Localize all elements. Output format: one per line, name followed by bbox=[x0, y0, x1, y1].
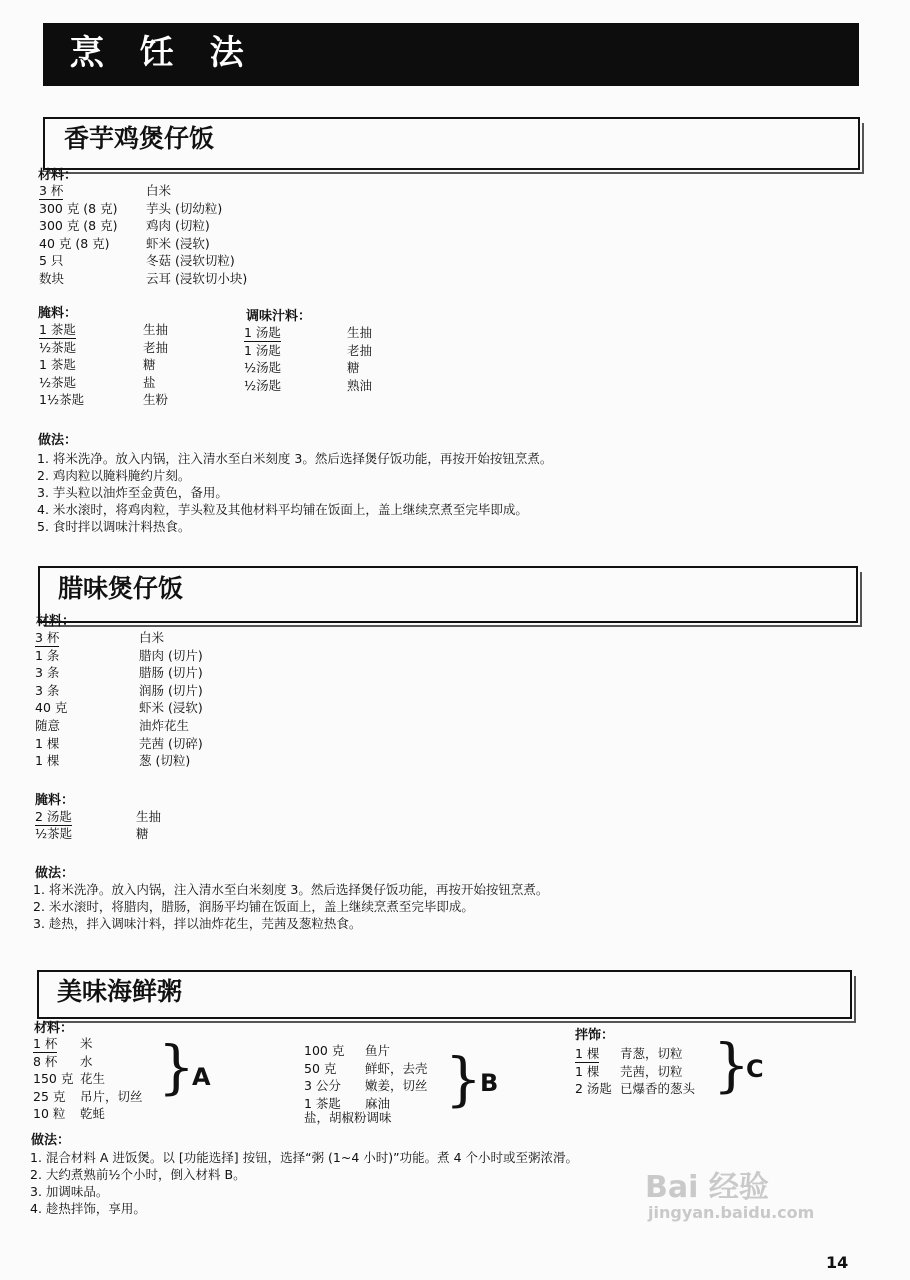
recipe3-method-label: 做法： bbox=[31, 1133, 71, 1148]
recipe3-b-qty: 1 茶匙 bbox=[304, 1095, 341, 1111]
recipe1-sauce-qty: 1 汤匙 bbox=[244, 342, 281, 358]
recipe2-material-item: 虾米 (浸软) bbox=[139, 700, 203, 716]
recipe1-material-item: 白米 bbox=[146, 183, 172, 198]
recipe3-a-qty: 150 克 bbox=[33, 1071, 74, 1086]
watermark-url: jingyan.baidu.com bbox=[648, 1203, 815, 1222]
recipe3-b-item: 麻油 bbox=[365, 1095, 391, 1111]
recipe2-material-item: 腊肉 (切片) bbox=[139, 647, 203, 663]
recipe2-material-qty: 1 条 bbox=[35, 647, 60, 663]
recipe1-marinade-item: 糖 bbox=[143, 357, 156, 372]
recipe1-sauce-item: 糖 bbox=[347, 360, 360, 375]
recipe2-material-qty: 3 条 bbox=[35, 682, 60, 698]
recipe2-material-qty: 随意 bbox=[35, 718, 61, 733]
brace-b: } bbox=[445, 1045, 482, 1113]
recipe1-marinade-item: 老抽 bbox=[143, 339, 169, 355]
recipe2-material-item: 芫茜 (切碎) bbox=[139, 735, 203, 751]
recipe3-a-item: 水 bbox=[80, 1053, 93, 1069]
recipe3-step: 1. 混合材料 A 进饭煲。以 [功能选择] 按钮，选择“粥 (1~4 小时)”功能。煮 4 个小时或至粥浓滑。 bbox=[30, 1150, 579, 1165]
group-b-letter: B bbox=[480, 1069, 499, 1097]
recipe1-method-label: 做法： bbox=[38, 433, 78, 448]
recipe2-marinade-qty: ½茶匙 bbox=[35, 826, 73, 841]
recipe2-material-qty: 1 棵 bbox=[35, 753, 60, 769]
watermark-logo: Bai 经验 bbox=[645, 1170, 769, 1205]
recipe1-material-item: 云耳 (浸软切小块) bbox=[146, 270, 248, 286]
recipe3-c-item: 已爆香的葱头 bbox=[620, 1081, 696, 1096]
page-number: 14 bbox=[826, 1253, 849, 1272]
recipe1-marinade-item: 生抽 bbox=[143, 322, 169, 337]
recipe1-material-qty: 300 克 (8 克) bbox=[39, 218, 118, 233]
recipe3-c-qty: 1 棵 bbox=[575, 1063, 600, 1079]
recipe1-material-qty: 3 杯 bbox=[39, 183, 64, 198]
recipe1-step: 3. 芋头粒以油炸至金黄色，备用。 bbox=[37, 485, 228, 500]
recipe1-marinade-label: 腌料： bbox=[38, 306, 78, 321]
recipe1-marinade-qty: ½茶匙 bbox=[39, 339, 77, 355]
recipe3-a-qty: 8 杯 bbox=[33, 1053, 58, 1069]
recipe2-material-qty: 1 棵 bbox=[35, 735, 60, 751]
recipe3-b-qty: 3 公分 bbox=[304, 1078, 341, 1093]
recipe2-step: 3. 趁热，拌入调味汁料，拌以油炸花生，芫茜及葱粒热食。 bbox=[33, 916, 362, 931]
recipe2-marinade-label: 腌料： bbox=[35, 793, 75, 808]
recipe1-sauce-item: 老抽 bbox=[347, 342, 373, 358]
recipe1-marinade-qty: 1½茶匙 bbox=[39, 392, 85, 407]
recipe3-c-qty: 1 棵 bbox=[575, 1046, 600, 1061]
recipe1-marinade-qty: 1 茶匙 bbox=[39, 357, 76, 372]
recipe1-sauce-qty: ½汤匙 bbox=[244, 377, 282, 393]
recipe3-b-qty: 100 克 bbox=[304, 1043, 345, 1058]
recipe1-step: 4. 米水滚时，将鸡肉粒，芋头粒及其他材料平均铺在饭面上，盖上继续烹煮至完毕即成。 bbox=[37, 502, 528, 517]
recipe1-material-item: 虾米 (浸软) bbox=[146, 235, 210, 251]
recipe1-marinade-qty: 1 茶匙 bbox=[39, 322, 76, 337]
recipe1-step: 5. 食时拌以调味汁料热食。 bbox=[37, 519, 191, 534]
recipe1-material-item: 鸡肉 (切粒) bbox=[146, 218, 210, 233]
group-a-letter: A bbox=[192, 1063, 211, 1091]
recipe1-material-qty: 40 克 (8 克) bbox=[39, 235, 110, 251]
recipe3-step: 3. 加调味品。 bbox=[30, 1184, 109, 1199]
recipe2-method-label: 做法： bbox=[35, 866, 75, 881]
group-c-letter: C bbox=[746, 1055, 764, 1083]
recipe3-a-qty: 1 杯 bbox=[33, 1036, 58, 1051]
recipe1-material-qty: 5 只 bbox=[39, 253, 64, 268]
recipe1-sauce-qty: 1 汤匙 bbox=[244, 325, 281, 340]
recipe2-material-item: 白米 bbox=[139, 630, 165, 645]
recipe1-material-item: 冬菇 (浸软切粒) bbox=[146, 253, 235, 268]
recipe2-materials-label: 材料： bbox=[36, 614, 76, 629]
brace-a: } bbox=[158, 1033, 195, 1101]
recipe3-c-qty: 2 汤匙 bbox=[575, 1081, 612, 1096]
recipe3-b-item: 嫩姜，切丝 bbox=[365, 1078, 428, 1093]
recipe3-b-item: 鱼片 bbox=[365, 1043, 391, 1058]
recipe1-sauce-label: 调味汁料： bbox=[246, 309, 312, 324]
recipe3-a-qty: 25 克 bbox=[33, 1088, 66, 1104]
recipe1-marinade-item: 生粉 bbox=[143, 392, 169, 407]
recipe2-title: 腊味煲仔饭 bbox=[58, 574, 184, 603]
recipe2-material-qty: 3 条 bbox=[35, 665, 60, 681]
recipe3-a-qty: 10 粒 bbox=[33, 1106, 66, 1121]
recipe3-b-item: 鲜虾，去壳 bbox=[365, 1060, 428, 1076]
recipe1-material-qty: 数块 bbox=[39, 270, 65, 286]
recipe1-material-item: 芋头 (切幼粒) bbox=[146, 200, 223, 216]
recipe3-b-qty: 50 克 bbox=[304, 1060, 337, 1076]
recipe2-material-item: 葱 (切粒) bbox=[139, 753, 191, 769]
recipe3-a-item: 乾蚝 bbox=[80, 1106, 106, 1121]
recipe2-material-item: 油炸花生 bbox=[139, 718, 190, 733]
recipe2-material-qty: 40 克 bbox=[35, 700, 68, 716]
recipe1-sauce-item: 生抽 bbox=[347, 325, 373, 340]
recipe3-garnish-label: 拌饰： bbox=[575, 1028, 615, 1043]
page-title: 烹 饪 法 bbox=[70, 33, 256, 73]
recipe1-title: 香芋鸡煲仔饭 bbox=[64, 124, 215, 153]
recipe2-marinade-item: 糖 bbox=[136, 826, 149, 841]
recipe1-marinade-qty: ½茶匙 bbox=[39, 374, 77, 390]
recipe1-material-qty: 300 克 (8 克) bbox=[39, 200, 118, 216]
recipe3-title: 美味海鲜粥 bbox=[57, 977, 183, 1006]
recipe3-c-item: 青葱，切粒 bbox=[620, 1046, 683, 1061]
recipe2-marinade-qty: 2 汤匙 bbox=[35, 809, 72, 824]
recipe3-materials-label: 材料： bbox=[34, 1021, 74, 1036]
recipe2-marinade-item: 生抽 bbox=[136, 809, 162, 824]
recipe1-step: 2. 鸡肉粒以腌料腌约片刻。 bbox=[37, 468, 191, 483]
recipe3-a-item: 花生 bbox=[80, 1071, 106, 1086]
recipe2-material-item: 润肠 (切片) bbox=[139, 682, 203, 698]
recipe2-step: 2. 米水滚时，将腊肉，腊肠，润肠平均铺在饭面上，盖上继续烹煮至完毕即成。 bbox=[33, 899, 474, 914]
group-b-extra: 盐，胡椒粉调味 bbox=[304, 1110, 392, 1125]
recipe3-a-item: 米 bbox=[80, 1036, 93, 1051]
recipe2-material-qty: 3 杯 bbox=[35, 630, 60, 645]
recipe3-step: 2. 大约煮熟前½个小时，倒入材料 B。 bbox=[30, 1167, 246, 1182]
recipe2-step: 1. 将米洗净。放入内锅，注入清水至白米刻度 3。然后选择煲仔饭功能，再按开始按钮烹煮。 bbox=[33, 882, 549, 897]
recipe1-sauce-item: 熟油 bbox=[347, 377, 373, 393]
recipe2-material-item: 腊肠 (切片) bbox=[139, 665, 203, 681]
recipe1-marinade-item: 盐 bbox=[143, 374, 156, 390]
brace-c: } bbox=[713, 1031, 750, 1099]
recipe1-step: 1. 将米洗净。放入内锅，注入清水至白米刻度 3。然后选择煲仔饭功能，再按开始按钮烹煮。 bbox=[37, 451, 553, 466]
recipe3-step: 4. 趁热拌饰，享用。 bbox=[30, 1201, 146, 1216]
recipe3-a-item: 吊片，切丝 bbox=[80, 1088, 143, 1104]
recipe1-materials-label: 材料： bbox=[38, 168, 78, 183]
recipe3-c-item: 芫茜，切粒 bbox=[620, 1063, 683, 1079]
recipe1-sauce-qty: ½汤匙 bbox=[244, 360, 282, 375]
